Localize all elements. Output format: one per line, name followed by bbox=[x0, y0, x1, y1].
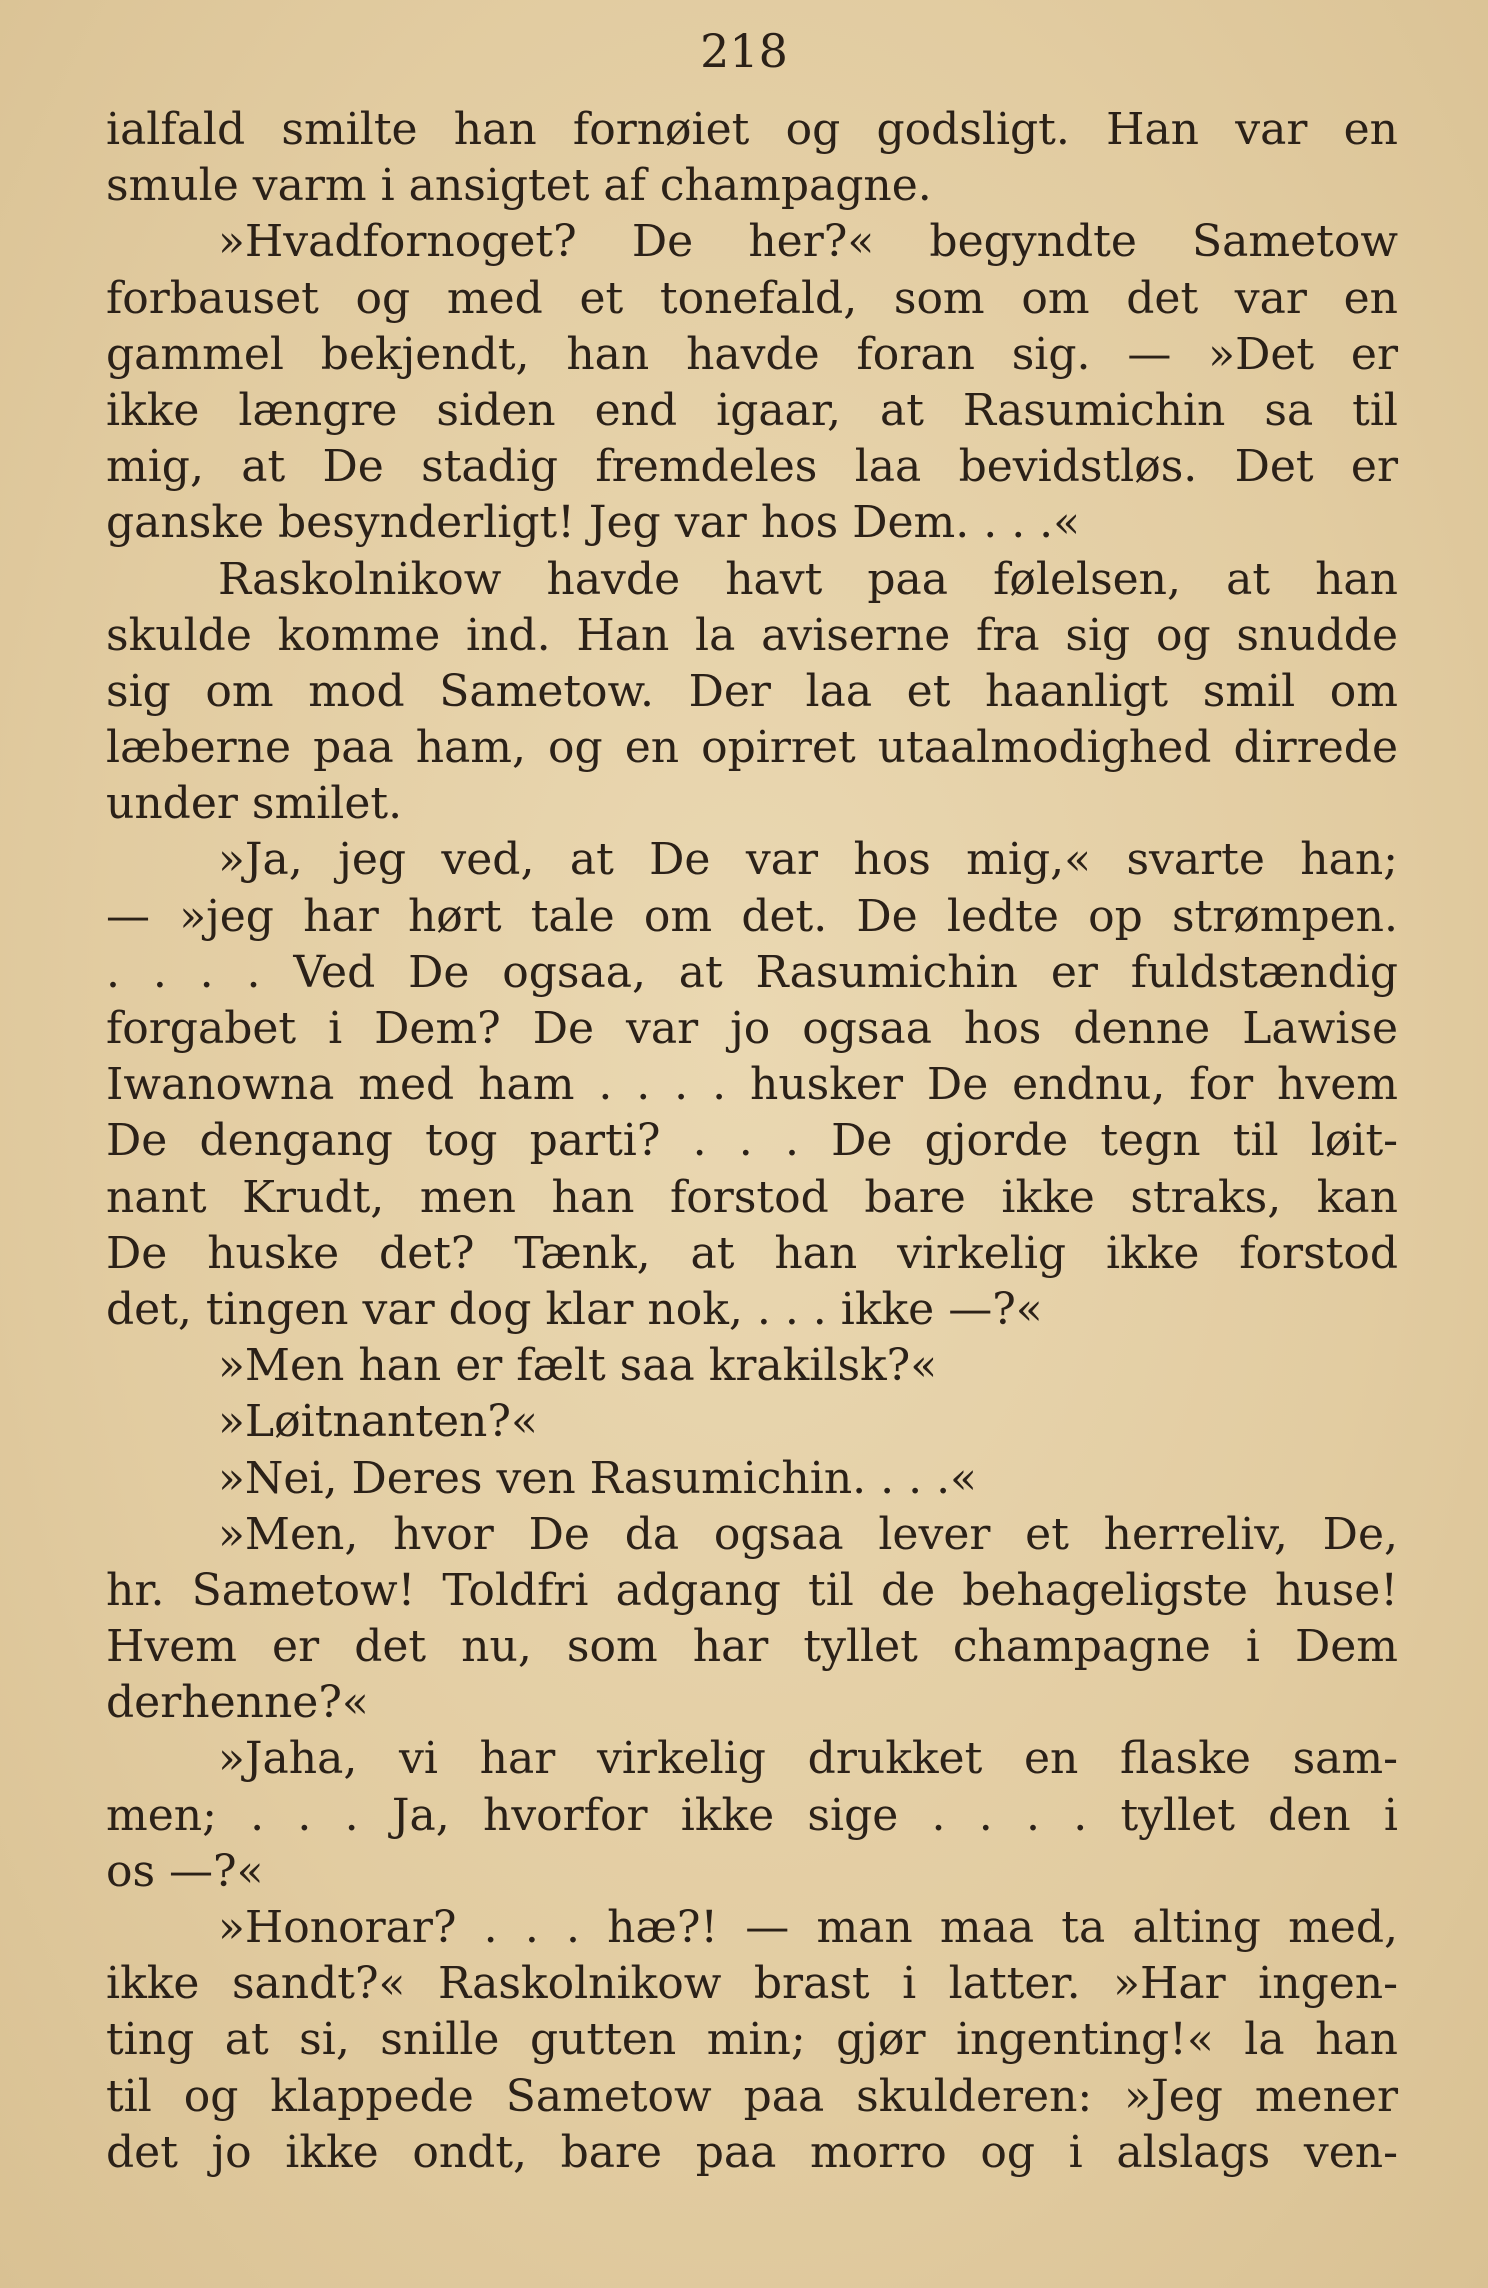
text-line: »Hvadfornoget? De her?« begyndte Sametow bbox=[218, 216, 1398, 268]
text-line: hr. Sametow! Toldfri adgang til de behageligste huse! bbox=[106, 1564, 1398, 1616]
text-line: — »jeg har hørt tale om det. De ledte op strømpen. bbox=[106, 890, 1398, 942]
text-line: gammel bekjendt, han havde foran sig. — »Det er bbox=[106, 328, 1398, 380]
text-line: til og klappede Sametow paa skulderen: »Jeg mener bbox=[106, 2070, 1398, 2122]
text-line: mig, at De stadig fremdeles laa bevidstløs. Det er bbox=[106, 441, 1398, 493]
text-line: Iwanowna med ham . . . . husker De endnu, for hvem bbox=[106, 1059, 1398, 1111]
text-line: ialfald smilte han fornøiet og godsligt. Han var en bbox=[106, 104, 1398, 155]
text-line: forbauset og med et tonefald, som om det var en bbox=[106, 272, 1398, 324]
text-line: smule varm i ansigtet af champagne. bbox=[106, 160, 932, 212]
text-line: Raskolnikow havde havt paa følelsen, at han bbox=[218, 553, 1398, 605]
text-line: under smilet. bbox=[106, 778, 403, 830]
text-line: ting at si, snille gutten min; gjør ingenting!« la han bbox=[106, 2014, 1398, 2066]
text-line: skulde komme ind. Han la aviserne fra sig og snudde bbox=[106, 609, 1398, 661]
page-number: 218 bbox=[700, 24, 788, 78]
text-line: det jo ikke ondt, bare paa morro og i alslags ven- bbox=[106, 2126, 1398, 2178]
text-line: derhenne?« bbox=[106, 1677, 369, 1729]
text-line: det, tingen var dog klar nok, . . . ikke —?« bbox=[106, 1283, 1043, 1335]
text-line: »Nei, Deres ven Rasumichin. . . .« bbox=[218, 1452, 977, 1504]
text-line: sig om mod Sametow. Der laa et haanligt smil om bbox=[106, 665, 1398, 717]
text-line: os —?« bbox=[106, 1845, 264, 1897]
text-line: nant Krudt, men han forstod bare ikke straks, kan bbox=[106, 1171, 1398, 1223]
text-line: Hvem er det nu, som har tyllet champagne i Dem bbox=[106, 1621, 1398, 1673]
text-line: . . . . Ved De ogsaa, at Rasumichin er fuldstændig bbox=[106, 946, 1398, 998]
text-line: men; . . . Ja, hvorfor ikke sige . . . . tyllet den i bbox=[106, 1789, 1398, 1841]
text-line: De huske det? Tænk, at han virkelig ikke forstod bbox=[106, 1227, 1398, 1279]
text-line: »Honorar? . . . hæ?! — man maa ta alting med, bbox=[218, 1902, 1398, 1953]
text-line: ikke længre siden end igaar, at Rasumichin sa til bbox=[106, 384, 1398, 436]
body-text bbox=[106, 102, 1398, 2181]
text-line: »Løitnanten?« bbox=[218, 1396, 538, 1448]
text-line: De dengang tog parti? . . . De gjorde tegn til løit- bbox=[106, 1115, 1398, 1167]
text-line: »Ja, jeg ved, at De var hos mig,« svarte han; bbox=[218, 834, 1398, 886]
text-line: »Men han er fælt saa krakilsk?« bbox=[218, 1340, 938, 1392]
text-line: læberne paa ham, og en opirret utaalmodighed dirrede bbox=[106, 722, 1398, 774]
text-line: ganske besynderligt! Jeg var hos Dem. . . .« bbox=[106, 497, 1081, 549]
text-line: ikke sandt?« Raskolnikow brast i latter. »Har ingen- bbox=[106, 1958, 1398, 2010]
text-line: »Jaha, vi har virkelig drukket en flaske sam- bbox=[218, 1733, 1398, 1785]
text-line: »Men, hvor De da ogsaa lever et herreliv, De, bbox=[218, 1508, 1398, 1560]
text-line: forgabet i Dem? De var jo ogsaa hos denne Lawise bbox=[106, 1003, 1398, 1054]
